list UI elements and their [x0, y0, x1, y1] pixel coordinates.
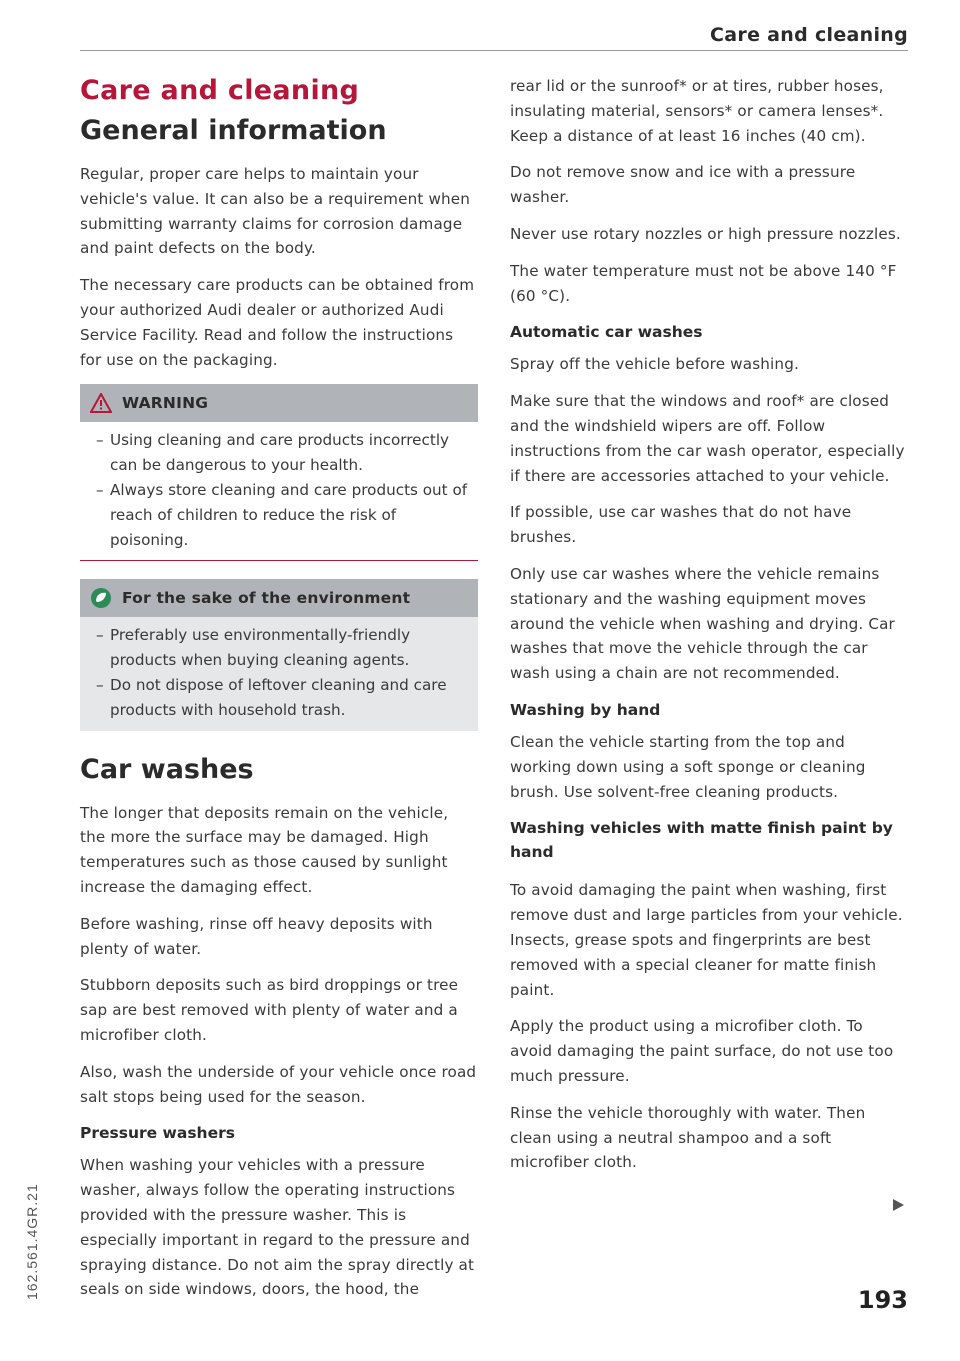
warning-triangle-icon — [90, 392, 112, 414]
general-paragraph-2: The necessary care products can be obtained from your authorized Audi dealer or authorized Audi Service Facility. Read and follow the instructions for use on the packaging. — [80, 276, 475, 369]
warning-item: – Using cleaning and care products incorrectly can be dangerous to your health. — [88, 428, 470, 478]
environment-leaf-icon — [90, 587, 112, 609]
car-washes-paragraph-3: Stubborn deposits such as bird droppings or tree sap are best removed with plenty of water and a microfiber cloth. — [80, 976, 459, 1044]
automatic-paragraph-1: Spray off the vehicle before washing. — [510, 355, 799, 374]
car-washes-heading: Car washes — [80, 753, 254, 785]
pressure-paragraph-4: The water temperature must not be above 140 °F (60 °C). — [510, 261, 897, 305]
pressure-washers-paragraph: When washing your vehicles with a pressure washer, always follow the operating instructions provided with the pressure washer. This is especially important in regard to the pressure and spraying distance. Do not aim the spray directly at seals on side windows, doors, the hood, the — [80, 1156, 475, 1299]
general-information-heading: General information — [80, 115, 387, 146]
matte-paragraph-1: To avoid damaging the paint when washing, first remove dust and large particles from your vehicle. Insects, grease spots and fingerprints are best removed with a special cleaner for matte finish paint. — [510, 881, 903, 999]
warning-header — [80, 384, 478, 422]
warning-box — [80, 384, 478, 561]
page-number: 193 — [857, 1286, 908, 1314]
matte-paragraph-2: Apply the product using a microfiber cloth. To avoid damaging the paint surface, do not use too much pressure. — [510, 1017, 894, 1085]
environment-box — [80, 579, 478, 730]
car-washes-paragraph-2: Before washing, rinse off heavy deposits with plenty of water. — [80, 914, 433, 958]
automatic-paragraph-2: Make sure that the windows and roof* are closed and the windshield wipers are off. Follow instructions from the car wash operator, especially if there are accessories attached to your vehicle. — [510, 392, 905, 485]
environment-header — [80, 579, 478, 617]
automatic-car-washes-heading: Automatic car washes — [510, 323, 703, 342]
washing-by-hand-heading: Washing by hand — [510, 700, 661, 719]
matte-finish-heading: Washing vehicles with matte finish paint by hand — [510, 819, 893, 862]
pressure-paragraph-2: Do not remove snow and ice with a pressure washer. — [510, 163, 856, 207]
warning-list — [88, 428, 470, 552]
environment-title: For the sake of the environment — [122, 589, 411, 608]
chapter-title: Care and cleaning — [80, 75, 360, 106]
pressure-paragraph-continued: rear lid or the sunroof* or at tires, rubber hoses, insulating material, sensors* or camera lenses*. Keep a distance of at least 16 inches (40 cm). — [510, 77, 884, 145]
warning-title: WARNING — [122, 394, 209, 413]
environment-item: – Do not dispose of leftover cleaning and care products with household trash. — [88, 673, 470, 723]
left-column — [80, 72, 478, 1314]
pressure-paragraph-3: Never use rotary nozzles or high pressure nozzles. — [510, 224, 901, 243]
environment-list — [88, 623, 470, 722]
automatic-paragraph-4: Only use car washes where the vehicle remains stationary and the washing equipment moves around the vehicle when washing and drying. Car washes that move the vehicle through the car wash using a chain are not recommended. — [510, 564, 895, 683]
hand-paragraph: Clean the vehicle starting from the top and working down using a soft sponge or cleaning brush. Use solvent-free cleaning products. — [510, 732, 866, 801]
warning-item: – Always store cleaning and care products out of reach of children to reduce the risk of poisoning. — [88, 478, 470, 552]
header-rule — [80, 50, 908, 51]
environment-item: – Preferably use environmentally-friendly products when buying cleaning agents. — [88, 623, 470, 673]
running-header: Care and cleaning — [710, 24, 908, 46]
automatic-paragraph-3: If possible, use car washes that do not have brushes. — [510, 503, 852, 547]
document-code: 162.561.4GR.21 — [24, 1183, 40, 1300]
pressure-washers-heading: Pressure washers — [80, 1124, 235, 1143]
continue-arrow-icon — [891, 1198, 905, 1216]
car-washes-paragraph-4: Also, wash the underside of your vehicle once road salt stops being used for the season. — [80, 1062, 477, 1106]
car-washes-paragraph-1: The longer that deposits remain on the vehicle, the more the surface may be damaged. High temperatures such as those caused by sunlight increase the damaging effect. — [80, 803, 449, 896]
right-column — [510, 74, 908, 1187]
general-paragraph-1: Regular, proper care helps to maintain your vehicle's value. It can also be a requirement when submitting warranty claims for corrosion damage and paint defects on the body. — [80, 165, 471, 258]
matte-paragraph-3: Rinse the vehicle thoroughly with water. Then clean using a neutral shampoo and a soft microfiber cloth. — [510, 1103, 866, 1172]
